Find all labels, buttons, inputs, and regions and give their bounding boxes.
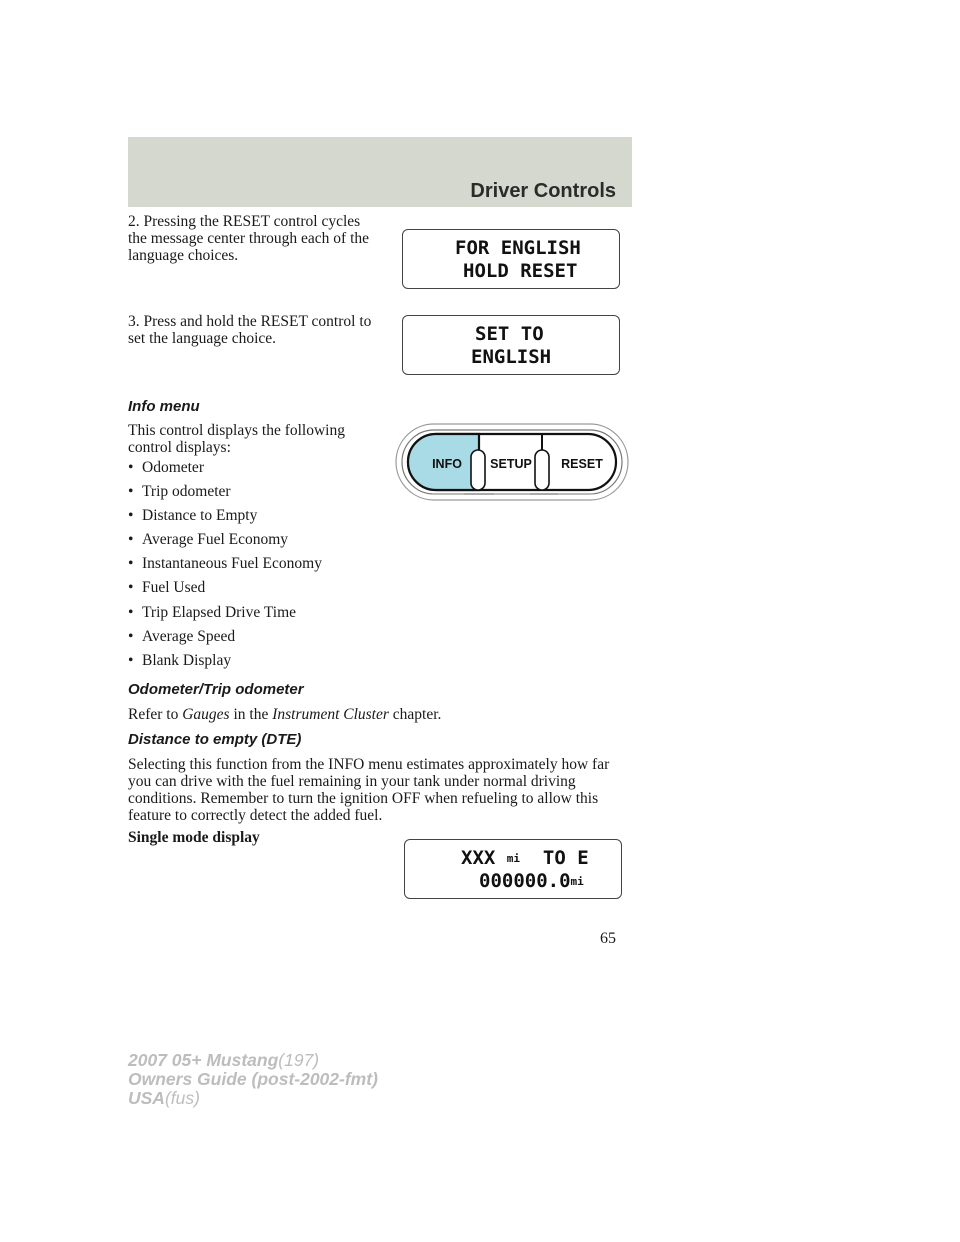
lcd-line-2: ENGLISH — [471, 346, 552, 368]
step-2-text: 2. Pressing the RESET control cycles the message center through each of the language choices. — [128, 213, 370, 264]
bullet-icon: • — [128, 483, 134, 501]
odometer-heading: Odometer/Trip odometer — [128, 681, 304, 698]
footer-line-2: Owners Guide (post-2002-fmt) — [128, 1069, 378, 1089]
dte-body: Selecting this function from the INFO menu estimates approximately how far you can drive with the fuel remaining in your tank under normal driving conditions. Remember to turn the ignition OFF when refueling to allow this feature to correctly detect the added fuel. — [128, 756, 610, 824]
bullet-icon: • — [128, 507, 134, 525]
odometer-refer-text: Refer to Gauges in the Instrument Cluster chapter. — [128, 706, 442, 723]
info-menu-intro: This control displays the following control displays: — [128, 422, 345, 456]
lcd-set-to-english — [402, 315, 620, 375]
lcd-for-english — [402, 229, 620, 289]
lcd-line-2: 000000.0mi — [479, 870, 584, 892]
setup-button-label: SETUP — [490, 457, 532, 471]
footer-doc-info — [128, 1051, 378, 1108]
list-item: • Blank Display — [128, 651, 232, 669]
list-item: • Fuel Used — [128, 579, 206, 597]
bullet-icon: • — [128, 627, 134, 645]
bullet-icon: • — [128, 579, 134, 597]
list-item: • Instantaneous Fuel Economy — [128, 555, 322, 573]
list-item: • Odometer — [128, 459, 204, 476]
info-menu-heading: Info menu — [128, 398, 200, 415]
page-number: 65 — [600, 930, 616, 947]
bullet-icon: • — [128, 531, 134, 549]
bullet-icon: • — [128, 651, 134, 669]
section-title: Driver Controls — [470, 180, 616, 202]
lcd-line-1: SET TO — [475, 323, 544, 345]
step-3-text: 3. Press and hold the RESET control to set the language choice. — [128, 313, 372, 347]
info-setup-reset-controls-illustration — [394, 422, 630, 502]
dte-heading: Distance to empty (DTE) — [128, 731, 302, 748]
info-menu-list — [128, 459, 322, 676]
footer-line-3: USA(fus) — [128, 1088, 200, 1108]
lcd-line-1: FOR ENGLISH — [455, 237, 581, 259]
single-mode-label: Single mode display — [128, 829, 260, 846]
lcd-line-2: HOLD RESET — [463, 260, 578, 282]
lcd-line-1: XXX mi TO E — [461, 847, 589, 869]
lcd-distance-to-empty — [404, 839, 622, 899]
bullet-icon: • — [128, 555, 134, 573]
reset-button-label: RESET — [561, 457, 603, 471]
list-item: • Average Fuel Economy — [128, 531, 289, 549]
list-item: • Trip odometer — [128, 483, 231, 501]
list-item: • Trip Elapsed Drive Time — [128, 603, 297, 621]
footer-line-1: 2007 05+ Mustang(197) — [128, 1050, 320, 1070]
list-item: • Distance to Empty — [128, 507, 258, 525]
bullet-icon: • — [128, 603, 134, 621]
info-button-label: INFO — [432, 457, 462, 471]
bullet-icon: • — [128, 459, 134, 476]
section-header — [128, 137, 632, 207]
list-item: • Average Speed — [128, 627, 236, 645]
